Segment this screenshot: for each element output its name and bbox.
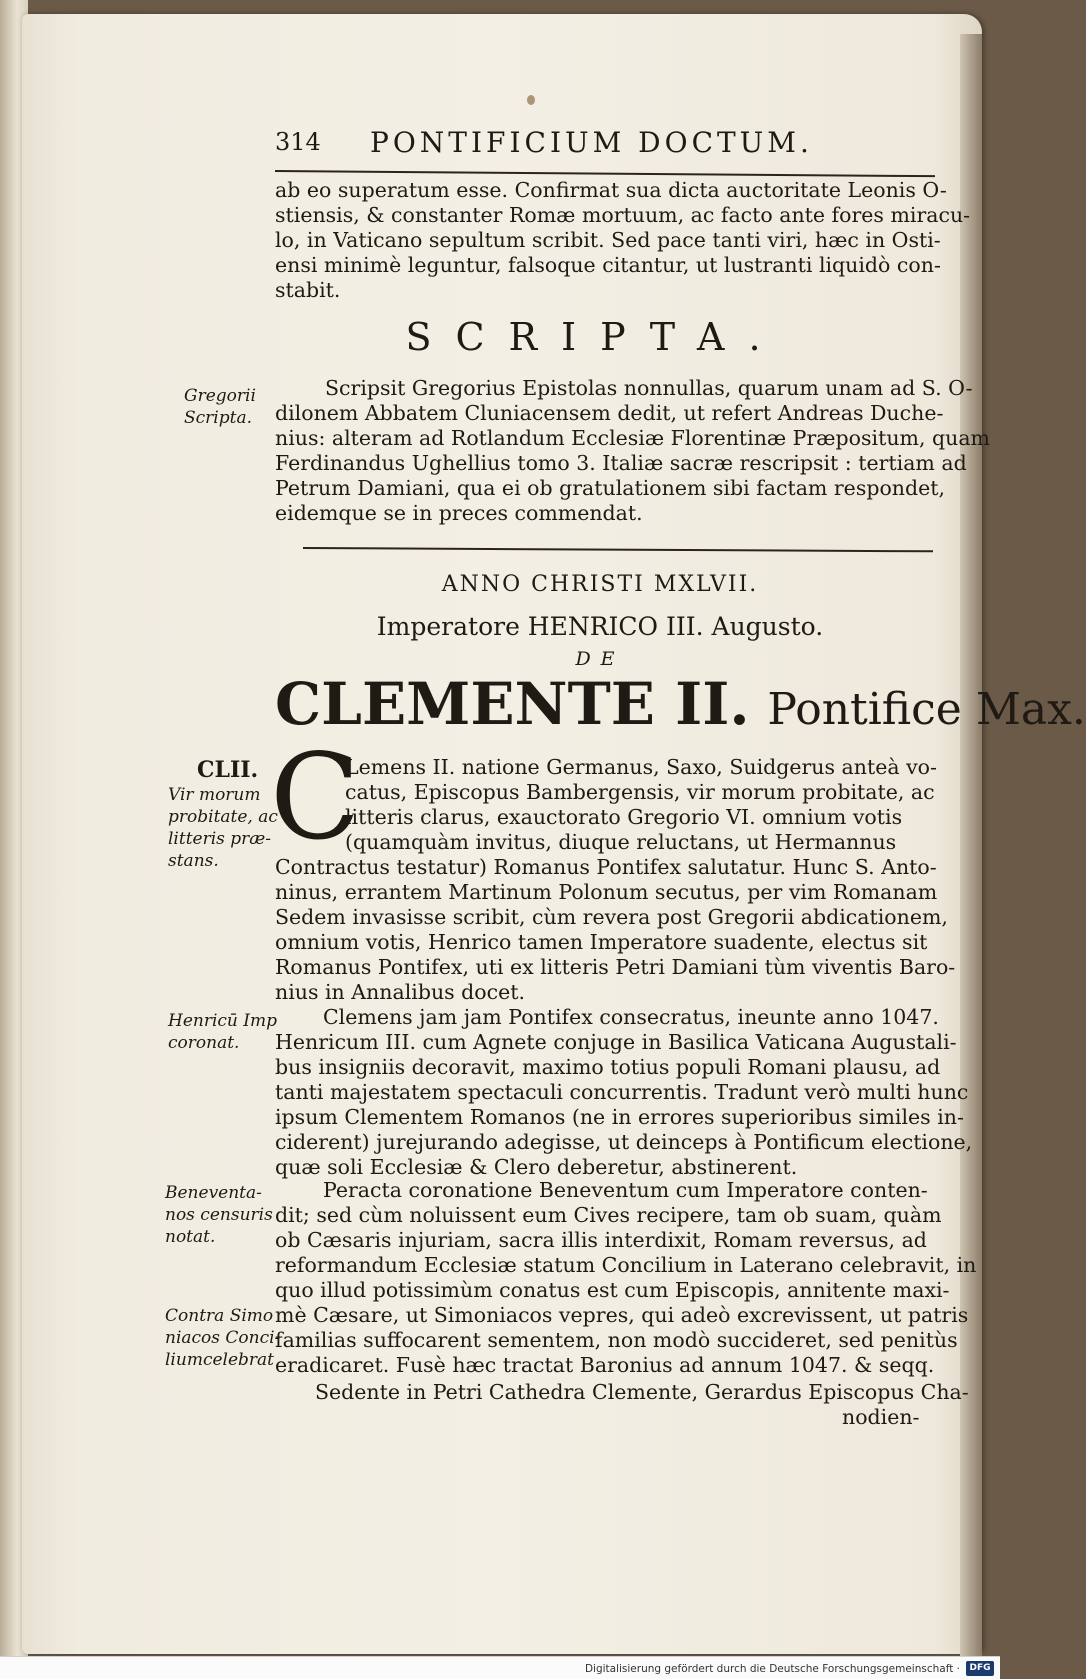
margin-note: notat. (165, 1227, 216, 1247)
text-line: quo illud potissimùm conatus est cum Episcopis, annitente maxi- (275, 1278, 950, 1302)
margin-note: stans. (168, 851, 219, 871)
chapter-title (275, 670, 1086, 742)
year-heading: ANNO CHRISTI MXLVII. (441, 572, 759, 597)
text-line: Sedem invasisse scribit, cùm revera post Gregorii abdicationem, (275, 905, 948, 929)
text-line: omnium votis, Henrico tamen Imperatore suadente, electus sit (275, 930, 928, 954)
text-line: Clemens jam jam Pontifex consecratus, ineunte anno 1047. (323, 1005, 939, 1029)
text-line: ob Cæsaris injuriam, sacra illis interdixit, Romam reversus, ad (275, 1228, 927, 1252)
margin-note: Contra Simo (165, 1306, 274, 1326)
margin-note: Beneventa- (165, 1183, 262, 1203)
text-line: stiensis, & constanter Romæ mortuum, ac facto ante fores miracu- (275, 203, 971, 227)
text-line: ensi minimè leguntur, falsoque citantur, ut lustranti liquidò con- (275, 253, 941, 277)
margin-note: nos censuris (165, 1205, 273, 1225)
margin-note: coronat. (168, 1033, 240, 1053)
text-line: Sedente in Petri Cathedra Clemente, Gerardus Episcopus Cha- (315, 1380, 969, 1404)
page-header (275, 128, 925, 168)
footer-bar (0, 1656, 1000, 1679)
text-line: catus, Episcopus Bambergensis, vir morum probitate, ac (345, 780, 935, 804)
text-line: bus insigniis decoravit, maximo totius populi Romani plausu, ad (275, 1055, 941, 1079)
text-line: litteris clarus, exauctorato Gregorio VI. omnium votis (345, 805, 903, 829)
drop-cap: C (270, 728, 361, 866)
margin-note: Henricū Imp (168, 1011, 277, 1031)
text-line: dit; sed cùm noluissent eum Cives recipere, tam ob suam, quàm (275, 1203, 942, 1227)
chapter-title-main: CLEMENTE II. (275, 670, 750, 738)
text-line: Petrum Damiani, qua ei ob gratulationem sibi factam respondet, (275, 476, 946, 500)
text-line: dilonem Abbatem Cluniacensem dedit, ut refert Andreas Duche- (275, 401, 944, 425)
margin-note: liumcelebrat (165, 1350, 274, 1370)
text-line: Contractus testatur) Romanus Pontifex salutatur. Hunc S. Anto- (275, 855, 937, 879)
text-line: Lemens II. natione Germanus, Saxo, Suidgerus anteà vo- (345, 755, 937, 779)
page-edge-right (960, 34, 982, 1674)
text-line: Romanus Pontifex, uti ex litteris Petri Damiani tùm viventis Baro- (275, 955, 956, 979)
text-line: eradicaret. Fusè hæc tractat Baronius ad annum 1047. & seqq. (275, 1353, 935, 1377)
ornament-mark (527, 95, 535, 105)
emperor-line: Imperatore HENRICO III. Augusto. (376, 612, 824, 641)
text-line: Henricum III. cum Agnete conjuge in Basilica Vaticana Augustali- (275, 1030, 957, 1054)
dfg-logo-icon: DFG (966, 1661, 994, 1676)
chapter-number: CLII. (197, 757, 259, 783)
text-line: familias suffocarent sementem, non modò succideret, sed penitùs (275, 1328, 958, 1352)
margin-note: niacos Conci- (165, 1328, 281, 1348)
text-line: Scripsit Gregorius Epistolas nonnullas, quarum unam ad S. O- (325, 376, 973, 400)
page-number: 314 (275, 128, 321, 156)
text-line: Peracta coronatione Beneventum cum Imperatore conten- (323, 1178, 928, 1202)
margin-note: Gregorii (184, 386, 256, 406)
running-title: PONTIFICIUM DOCTUM. (370, 126, 813, 159)
de-line: DE (575, 648, 625, 670)
section-title-scripta: SCRIPTA. (405, 315, 785, 359)
text-line: reformandum Ecclesiæ statum Concilium in Laterano celebravit, in (275, 1253, 977, 1277)
margin-note: probitate, ac (168, 807, 278, 827)
text-line: ciderent) jurejurando adegisse, ut deinceps à Pontificum electione, (275, 1130, 973, 1154)
text-line: mè Cæsare, ut Simoniacos vepres, qui adeò excrevissent, ut patris (275, 1303, 969, 1327)
margin-note: Vir morum (168, 785, 261, 805)
text-line: nius in Annalibus docet. (275, 980, 526, 1004)
catchword: nodien- (842, 1405, 920, 1429)
margin-note: litteris præ- (168, 829, 272, 849)
text-line: ab eo superatum esse. Confirmat sua dicta auctoritate Leonis O- (275, 178, 947, 202)
text-line: quæ soli Ecclesiæ & Clero deberetur, abstinerent. (275, 1155, 798, 1179)
text-line: ipsum Clementem Romanos (ne in errores superioribus similes in- (275, 1105, 964, 1129)
text-line: (quamquàm invitus, diuque reluctans, ut Hermannus (345, 830, 897, 854)
footer-credit: Digitalisierung gefördert durch die Deutsche Forschungsgemeinschaft · (584, 1663, 960, 1675)
text-line: ninus, errantem Martinum Polonum secutus, per vim Romanam (275, 880, 938, 904)
text-line: stabit. (275, 278, 341, 302)
text-line: eidemque se in preces commendat. (275, 501, 643, 525)
text-line: tanti majestatem spectaculi concurrentis. Tradunt verò multi hunc (275, 1080, 969, 1104)
text-line: nius: alteram ad Rotlandum Ecclesiæ Florentinæ Præpositum, quam (275, 426, 990, 450)
chapter-title-rest: Pontifice Max. (767, 684, 1086, 735)
margin-note: Scripta. (184, 408, 252, 428)
text-line: lo, in Vaticano sepultum scribit. Sed pace tanti viri, hæc in Osti- (275, 228, 941, 252)
text-line: Ferdinandus Ughellius tomo 3. Italiæ sacræ rescripsit : tertiam ad (275, 451, 967, 475)
